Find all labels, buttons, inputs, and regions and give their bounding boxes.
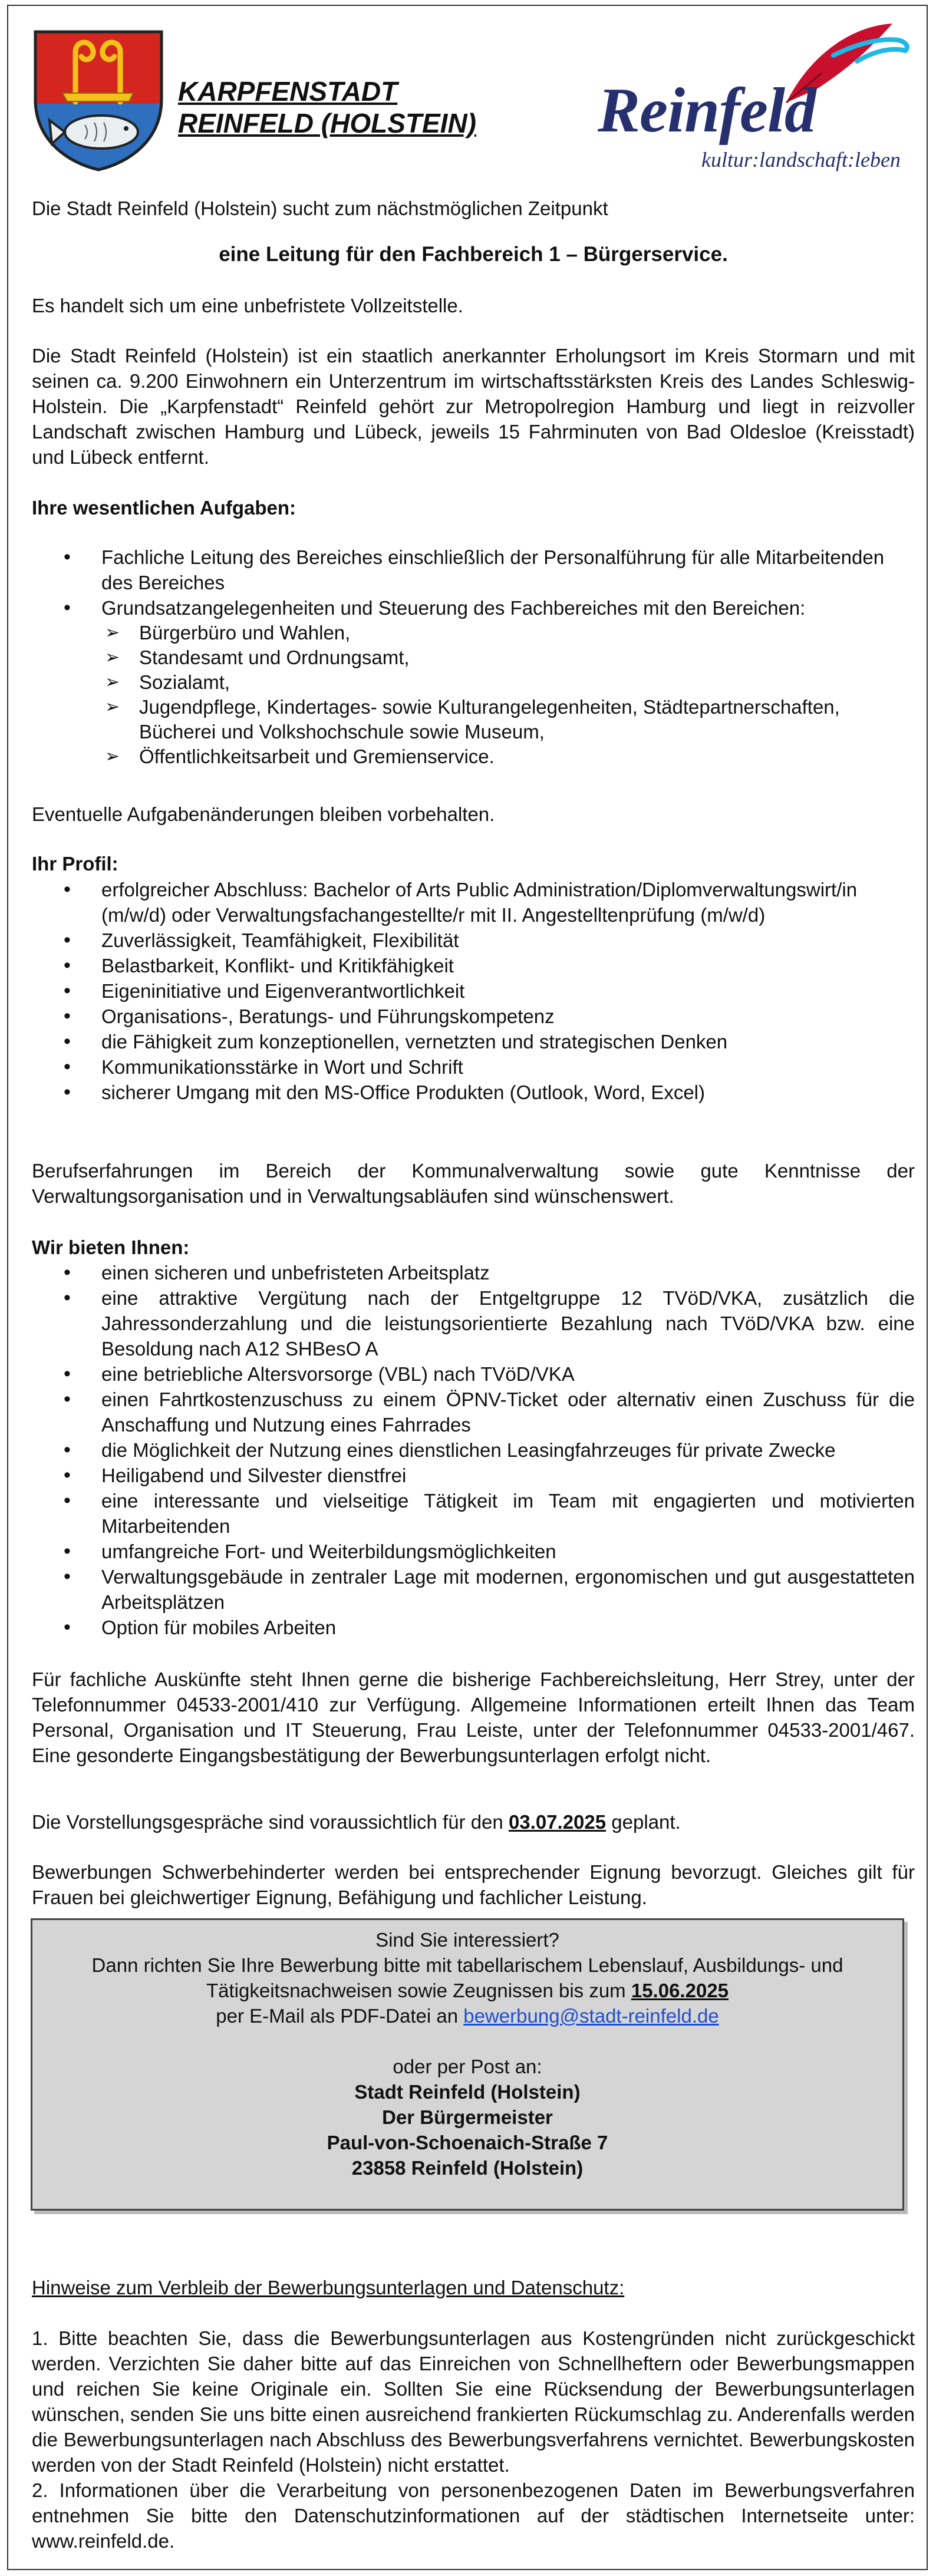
list-item: • einen sicheren und unbefristeten Arbeitsplatz xyxy=(32,1260,915,1285)
reinfeld-logo xyxy=(598,20,916,191)
list-item: • Zuverlässigkeit, Teamfähigkeit, Flexibilität xyxy=(32,928,915,953)
list-item: • Grundsatzangelegenheiten und Steuerung des Fachbereiches mit den Bereichen: xyxy=(32,595,915,621)
list-item: • Verwaltungsgebäude in zentraler Lage mit modernen, ergonomischen und gut ausgestatteten Arbeitsplätzen xyxy=(32,1564,915,1615)
list-item: • Organisations-, Beratungs- und Führungskompetenz xyxy=(32,1004,915,1029)
logo-word: Reinfeld xyxy=(598,75,816,146)
city-name-line2: REINFELD (HOLSTEIN) xyxy=(178,108,476,138)
list-item: • einen Fahrtkostenzuschuss zu einem ÖPNV-Ticket oder alternativ einen Zuschuss für die Anschaffung und Nutzung eines Fahrrades xyxy=(32,1387,915,1437)
post-intro: oder per Post an: xyxy=(393,2056,542,2077)
tasks-heading: Ihre wesentlichen Aufgaben: xyxy=(32,497,296,519)
equality-statement: Bewerbungen Schwerbehinderter werden bei entsprechender Eignung bevorzugt. Gleiches gilt für Frauen bei gleichwertiger Eignung, Befähigung und fachlicher Leistung. xyxy=(32,1861,915,1908)
address-line1: Stadt Reinfeld (Holstein) xyxy=(354,2081,581,2103)
list-item: • Eigeninitiative und Eigenverantwortlichkeit xyxy=(32,978,915,1004)
apply-line4-text: per E-Mail als PDF-Datei an xyxy=(216,2005,459,2027)
interview-info xyxy=(32,1809,915,1835)
list-item: • Kommunikationsstärke in Wort und Schrift xyxy=(32,1054,915,1080)
intro-text: Die Stadt Reinfeld (Holstein) sucht zum nächstmöglichen Zeitpunkt xyxy=(32,197,608,219)
list-item: • umfangreiche Fort- und Weiterbildungsmöglichkeiten xyxy=(32,1539,915,1564)
employment-type: Es handelt sich um eine unbefristete Vollzeitstelle. xyxy=(32,295,463,316)
list-item: ➢ Sozialamt, xyxy=(32,670,915,695)
offer-list xyxy=(32,1260,915,1640)
apply-line2: Dann richten Sie Ihre Bewerbung bitte mit tabellarischem Lebenslauf, Ausbildungs- und xyxy=(91,1954,843,1976)
logo-tagline: kultur:landschaft:leben xyxy=(701,148,901,171)
profile-experience: Berufserfahrungen im Bereich der Kommunalverwaltung sowie gute Kenntnisse der Verwaltungsorganisation und in Verwaltungsabläufen sind wünschenswert. xyxy=(32,1160,915,1207)
address-line3: Paul-von-Schoenaich-Straße 7 xyxy=(327,2132,608,2153)
list-item: ➢ Bürgerbüro und Wahlen, xyxy=(32,621,915,645)
list-item: ➢ Standesamt und Ordnungsamt, xyxy=(32,645,915,670)
list-item: ➢ Jugendpflege, Kindertages- sowie Kulturangelegenheiten, Städtepartnerschaften, Bücherei und Volkshochschule sowie Museum, xyxy=(32,695,915,744)
tasks-sublist xyxy=(32,621,915,769)
tasks-list xyxy=(32,545,915,769)
application-box xyxy=(31,1918,904,2211)
list-item: • eine attraktive Vergütung nach der Entgeltgruppe 12 TVöD/VKA, zusätzlich die Jahressonderzahlung und die leistungsorientierte Bezahlung nach TVöD/VKA bzw. eine Besoldung nach A12 SHBesO A xyxy=(32,1285,915,1361)
list-item: • Option für mobiles Arbeiten xyxy=(32,1615,915,1640)
list-item: • Belastbarkeit, Konflikt- und Kritikfähigkeit xyxy=(32,953,915,978)
list-item: • die Fähigkeit zum konzeptionellen, vernetzten und strategischen Denken xyxy=(32,1029,915,1054)
list-item: • erfolgreicher Abschluss: Bachelor of Arts Public Administration/Diplomverwaltungswirt/in (m/w/d) oder Verwaltungsfachangestellte/r mit II. Angestelltenprüfung (m/w/d) xyxy=(32,877,915,928)
address-line4: 23858 Reinfeld (Holstein) xyxy=(351,2157,584,2179)
list-item: • eine interessante und vielseitige Tätigkeit im Team mit engagierten und motivierten Mitarbeitenden xyxy=(32,1488,915,1539)
apply-line4 xyxy=(32,2003,902,2029)
address-line2: Der Bürgermeister xyxy=(382,2106,553,2128)
list-item: • eine betriebliche Altersvorsorge (VBL) nach TVöD/VKA xyxy=(32,1361,915,1387)
application-deadline: 15.06.2025 xyxy=(631,1980,729,2001)
list-item: • sicherer Umgang mit den MS-Office Produkten (Outlook, Word, Excel) xyxy=(32,1080,915,1105)
list-item: ➢ Öffentlichkeitsarbeit und Gremienservice. xyxy=(32,744,915,769)
city-description: Die Stadt Reinfeld (Holstein) ist ein staatlich anerkannter Erholungsort im Kreis Stormarn und mit seinen ca. 9.200 Einwohnern ein Unterzentrum im wirtschaftsstärksten Kreis des Landes Schleswig-Holstein. Die „Karpfenstadt“ Reinfeld gehört zur Metropolregion Hamburg und liegt in reizvoller Landschaft zwischen Hamburg und Lübeck, jeweils 15 Fahrminuten von Bad Oldesloe (Kreisstadt) und Lübeck entfernt. xyxy=(32,345,915,468)
interview-text-end: geplant. xyxy=(611,1811,681,1833)
privacy-paragraph-1: 1. Bitte beachten Sie, dass die Bewerbungsunterlagen aus Kostengründen nicht zurückgeschickt werden. Verzichten Sie daher bitte auf das Einreichen von Schnellheftern oder Bewerbungsmappen und reichen Sie keine Originale ein. Sollten Sie eine Rücksendung der Bewerbungsunterlagen wünschen, senden Sie uns bitte einen ausreichend frankierten Rückumschlag zu. Anderenfalls werden die Bewerbungsunterlagen nach Abschluss des Bewerbungsverfahrens vernichtet. Bewerbungskosten werden von der Stadt Reinfeld (Holstein) nicht erstattet. xyxy=(32,2327,915,2476)
interview-date: 03.07.2025 xyxy=(508,1811,607,1833)
apply-line3-text: Tätigkeitsnachweisen sowie Zeugnissen bis zum xyxy=(206,1980,626,2001)
privacy-heading: Hinweise zum Verbleib der Bewerbungsunterlagen und Datenschutz: xyxy=(32,2277,625,2298)
city-name-line1: KARPFENSTADT xyxy=(178,76,398,107)
position-title: eine Leitung für den Fachbereich 1 – Bürgerservice. xyxy=(219,243,728,266)
list-item: • Heiligabend und Silvester dienstfrei xyxy=(32,1463,915,1488)
offer-heading: Wir bieten Ihnen: xyxy=(32,1236,190,1258)
apply-line3 xyxy=(32,1978,902,2003)
apply-line1: Sind Sie interessiert? xyxy=(375,1929,559,1951)
application-email-link[interactable]: bewerbung@stadt-reinfeld.de xyxy=(463,2005,719,2027)
contact-info: Für fachliche Auskünfte steht Ihnen gerne die bisherige Fachbereichsleitung, Herr Strey, unter der Telefonnummer 04533-2001/410 zur Verfügung. Allgemeine Informationen erteilt Ihnen das Team Personal, Organisation und IT Steuerung, Frau Leiste, unter der Telefonnummer 04533-2001/467. Eine gesonderte Eingangsbestätigung der Bewerbungsunterlagen erfolgt nicht. xyxy=(32,1668,915,1766)
city-name xyxy=(178,75,476,139)
tasks-note: Eventuelle Aufgabenänderungen bleiben vorbehalten. xyxy=(32,803,495,825)
coat-of-arms-icon xyxy=(32,28,165,172)
privacy-paragraph-2: 2. Informationen über die Verarbeitung von personenbezogenen Daten im Bewerbungsverfahren entnehmen Sie bitte den Datenschutzinformationen auf der städtischen Internetseite unter: www.reinfeld.de. xyxy=(32,2479,915,2552)
profile-list xyxy=(32,877,915,1105)
job-advertisement xyxy=(7,5,928,2570)
list-item: • die Möglichkeit der Nutzung eines dienstlichen Leasingfahrzeuges für private Zwecke xyxy=(32,1437,915,1463)
profile-heading: Ihr Profil: xyxy=(32,853,118,875)
list-item: • Fachliche Leitung des Bereiches einschließlich der Personalführung für alle Mitarbeitenden des Bereiches xyxy=(32,545,915,595)
interview-text: Die Vorstellungsgespräche sind voraussichtlich für den xyxy=(32,1811,503,1833)
